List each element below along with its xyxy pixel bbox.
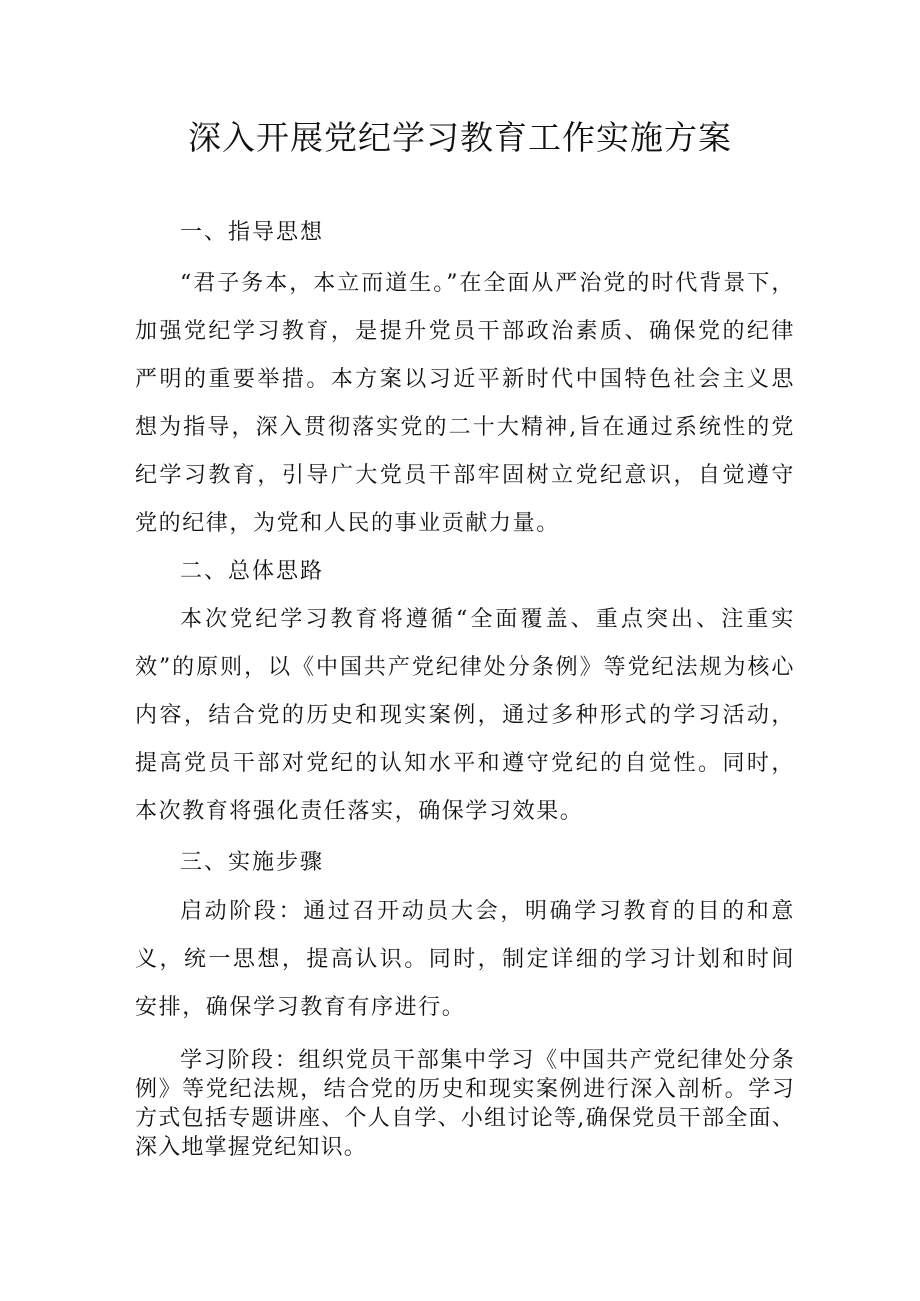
paragraph-study-stage: 学习阶段：组织党员干部集中学习《中国共产党纪律处分条例》等党纪法规，结合党的历史和现实案例进行深入剖析。学习方式包括专题讲座、个人自学、小组讨论等,确保党员干部全面、深入地掌握党纪知识。 <box>135 1048 795 1160</box>
paragraph-guiding-thought: “君子务本，本立而道生。”在全面从严治党的时代背景下，加强党纪学习教育，是提升党员干部政治素质、确保党的纪律严明的重要举措。本方案以习近平新时代中国特色社会主义思想为指导，深入贯彻落实党的二十大精神,旨在通过系统性的党纪学习教育，引导广大党员干部牢固树立党纪意识，自觉遵守党的纪律，为党和人民的事业贡献力量。 <box>135 271 795 536</box>
document-title: 深入开展党纪学习教育工作实施方案 <box>188 118 732 157</box>
paragraph-launch-stage: 启动阶段：通过召开动员大会，明确学习教育的目的和意义，统一思想，提高认识。同时，制定详细的学习计划和时间安排，确保学习教育有序进行。 <box>135 899 795 1020</box>
section-heading-implementation-steps: 三、实施步骤 <box>180 850 325 875</box>
section-heading-overall-approach: 二、总体思路 <box>180 559 325 584</box>
section-heading-guiding-thought: 一、指导思想 <box>180 220 325 245</box>
paragraph-overall-approach: 本次党纪学习教育将遵循“全面覆盖、重点突出、注重实效”的原则，以《中国共产党纪律处分条例》等党纪法规为核心内容，结合党的历史和现实案例，通过多种形式的学习活动，提高党员干部对党纪的认知水平和遵守党纪的自觉性。同时，本次教育将强化责任落实，确保学习效果。 <box>135 607 795 824</box>
